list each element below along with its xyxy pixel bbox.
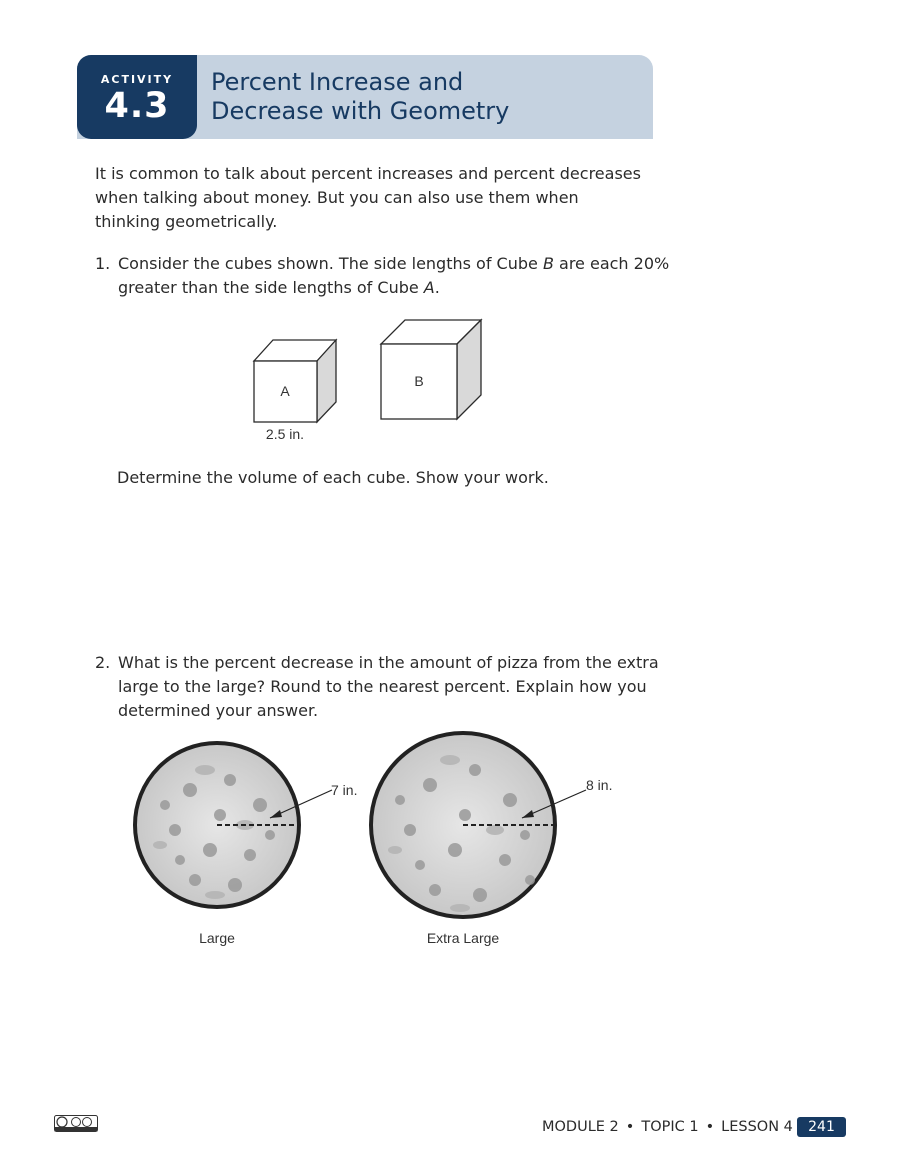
q1-line2-text-end: . — [434, 278, 440, 297]
activity-number: 4.3 — [104, 86, 170, 126]
extra-large-radius-label: 8 in. — [586, 777, 613, 793]
large-pizza — [135, 743, 332, 907]
footer-lesson: LESSON 4 — [721, 1119, 793, 1135]
intro-paragraph — [95, 162, 655, 234]
footer-breadcrumb — [542, 1117, 793, 1137]
footer-separator: • — [705, 1119, 715, 1135]
activity-badge — [77, 55, 197, 139]
large-pizza-label: Large — [199, 930, 235, 946]
question-2-line: determined your answer. — [118, 701, 319, 720]
intro-line: It is common to talk about percent increases and percent decreases — [95, 164, 641, 183]
question-1-prompt — [118, 252, 668, 300]
pizzas-figure — [120, 730, 640, 955]
cube-a-variable: A — [423, 278, 435, 297]
cube-a-label: A — [280, 383, 290, 399]
question-1-number: 1. — [95, 254, 111, 273]
q1-line1-text: Consider the cubes shown. The side lengths of Cube — [118, 254, 543, 273]
footer-separator: • — [625, 1119, 635, 1135]
cube-b — [381, 320, 481, 419]
question-2-number: 2. — [95, 653, 111, 672]
q1-line1-text-end: are each 20% — [553, 254, 670, 273]
activity-title — [211, 68, 641, 126]
activity-label: ACTIVITY — [100, 73, 174, 86]
cc-by-nc-icon — [54, 1115, 98, 1132]
activity-title-line: Percent Increase and — [211, 68, 464, 96]
page-number: 241 — [797, 1117, 846, 1137]
large-radius-label: 7 in. — [331, 782, 358, 798]
intro-line: when talking about money. But you can also use them when — [95, 188, 579, 207]
question-2-prompt — [118, 651, 668, 723]
intro-line: thinking geometrically. — [95, 212, 278, 231]
cube-a — [254, 340, 336, 422]
cubes-figure — [240, 312, 500, 447]
question-2-line: large to the large? Round to the nearest percent. Explain how you — [118, 677, 647, 696]
footer-topic: TOPIC 1 — [641, 1119, 699, 1135]
q1-line2-text: greater than the side lengths of Cube — [118, 278, 424, 297]
question-1-line — [118, 252, 668, 276]
question-2-line: What is the percent decrease in the amount of pizza from the extra — [118, 653, 659, 672]
footer-module: MODULE 2 — [542, 1119, 619, 1135]
question-1-line — [118, 276, 668, 300]
question-1-subprompt: Determine the volume of each cube. Show your work. — [117, 468, 549, 487]
cube-b-label: B — [414, 373, 424, 389]
activity-title-line: Decrease with Geometry — [211, 97, 510, 125]
cube-side-length-label: 2.5 in. — [265, 426, 305, 442]
cube-b-variable: B — [542, 254, 554, 273]
extra-large-pizza — [371, 733, 586, 917]
extra-large-pizza-label: Extra Large — [426, 930, 500, 946]
